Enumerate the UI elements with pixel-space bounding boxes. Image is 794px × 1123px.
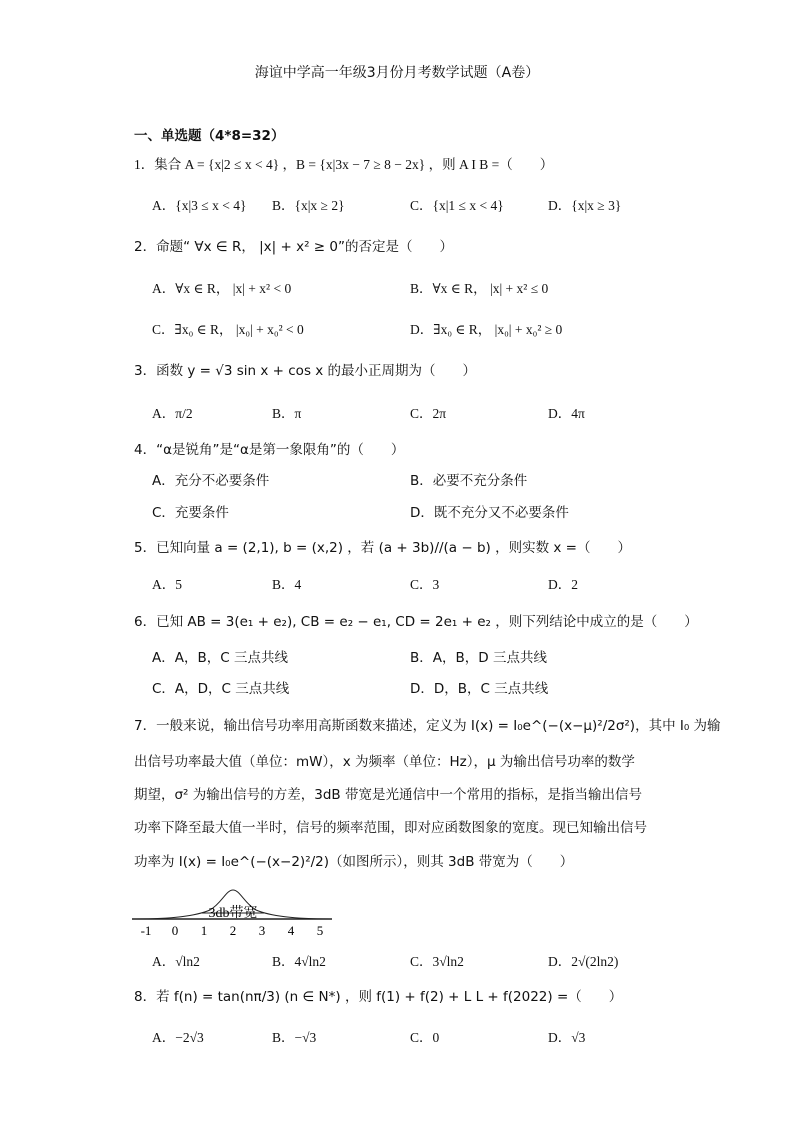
question-4-option-c: C．充要条件: [152, 505, 229, 521]
question-6-stem: 6．已知 AB = 3(e₁ + e₂), CB = e₂ − e₁, CD = 2e₁ + e₂ ，则下列结论中成立的是（ ）: [134, 614, 698, 630]
question-7-line-1: 7．一般来说，输出信号功率用高斯函数来描述，定义为 I(x) = I₀e^(−(x−μ)²/2σ²)，其中 I₀ 为输: [134, 718, 721, 734]
question-7-line-5: 功率为 I(x) = I₀e^(−(x−2)²/2)（如图所示），则其 3dB 带宽为（ ）: [134, 854, 574, 870]
question-5-option-d: D．2: [548, 577, 578, 592]
question-2-option-b: B．∀x ∈ R， |x| + x² ≤ 0: [410, 281, 549, 296]
figure-tick: 0: [171, 923, 179, 938]
question-3-option-c: C．2π: [410, 406, 447, 421]
question-7-line-2: 出信号功率最大值（单位：mW），x 为频率（单位：Hz），μ 为输出信号功率的数学: [134, 754, 635, 770]
figure-tick: 2: [229, 923, 237, 938]
question-2-stem: 2．命题“ ∀x ∈ R， |x| + x² ≥ 0”的否定是（ ）: [134, 239, 453, 255]
figure-tick: -1: [140, 923, 152, 938]
figure-label: 3db带宽: [208, 906, 258, 921]
figure-tick: 3: [258, 923, 266, 938]
question-6-option-c: C．A，D，C 三点共线: [152, 681, 290, 697]
question-7-line-4: 功率下降至最大值一半时，信号的频率范围，即对应函数图象的宽度。现已知输出信号: [134, 820, 647, 836]
question-3-option-a: A．π/2: [152, 406, 193, 421]
bandwidth-figure: [130, 886, 340, 938]
question-1-option-a: A．{x|3 ≤ x < 4}: [152, 198, 247, 213]
question-7-option-d: D．2√(2ln2): [548, 954, 619, 969]
question-6-option-a: A．A，B，C 三点共线: [152, 650, 288, 666]
question-8-option-b: B．−√3: [272, 1030, 317, 1045]
question-7-option-a: A．√ln2: [152, 954, 200, 969]
question-8-stem: 8．若 f(n) = tan(nπ/3) (n ∈ N*) ，则 f(1) + f(2) + L L + f(2022) =（ ）: [134, 989, 623, 1005]
question-1-option-c: C．{x|1 ≤ x < 4}: [410, 198, 504, 213]
question-4-option-d: D．既不充分又不必要条件: [410, 505, 569, 521]
figure-tick: 4: [287, 923, 295, 938]
question-5-option-a: A．5: [152, 577, 182, 592]
question-8-option-d: D．√3: [548, 1030, 586, 1045]
paper-title: 海谊中学高一年级3月份月考数学试题（A卷）: [254, 65, 540, 81]
figure-tick: 1: [200, 923, 208, 938]
question-1-option-d: D．{x|x ≥ 3}: [548, 198, 622, 213]
question-4-stem: 4．“α是锐角”是“α是第一象限角”的（ ）: [134, 442, 405, 458]
question-4-option-b: B．必要不充分条件: [410, 473, 528, 489]
question-4-option-a: A．充分不必要条件: [152, 473, 270, 489]
question-2-option-a: A．∀x ∈ R， |x| + x² < 0: [152, 281, 292, 296]
question-1-option-b: B．{x|x ≥ 2}: [272, 198, 345, 213]
question-3-stem: 3．函数 y = √3 sin x + cos x 的最小正周期为（ ）: [134, 363, 477, 379]
question-6-option-d: D．D，B，C 三点共线: [410, 681, 549, 697]
question-7-line-3: 期望，σ² 为输出信号的方差，3dB 带宽是光通信中一个常用的指标，是指当输出信号: [134, 787, 642, 803]
question-5-option-b: B．4: [272, 577, 302, 592]
question-2-option-c: C．∃x₀ ∈ R， |x₀| + x₀² < 0: [152, 322, 304, 337]
question-7-option-c: C．3√ln2: [410, 954, 464, 969]
figure-tick: 5: [316, 923, 324, 938]
question-7-option-b: B．4√ln2: [272, 954, 326, 969]
question-5-stem: 5．已知向量 a = (2,1), b = (x,2) ，若 (a + 3b)//(a − b) ，则实数 x =（ ）: [134, 540, 631, 556]
question-3-option-b: B．π: [272, 406, 302, 421]
question-3-option-d: D．4π: [548, 406, 585, 421]
section-heading: 一、单选题（4*8=32）: [134, 128, 285, 144]
question-8-option-c: C．0: [410, 1030, 440, 1045]
question-2-option-d: D．∃x₀ ∈ R， |x₀| + x₀² ≥ 0: [410, 322, 563, 337]
question-8-option-a: A．−2√3: [152, 1030, 204, 1045]
question-5-option-c: C．3: [410, 577, 440, 592]
question-1-stem: 1．集合 A = {x|2 ≤ x < 4} ，B = {x|3x − 7 ≥ 8 − 2x} ，则 A I B =（ ）: [134, 157, 554, 172]
question-6-option-b: B．A，B，D 三点共线: [410, 650, 547, 666]
